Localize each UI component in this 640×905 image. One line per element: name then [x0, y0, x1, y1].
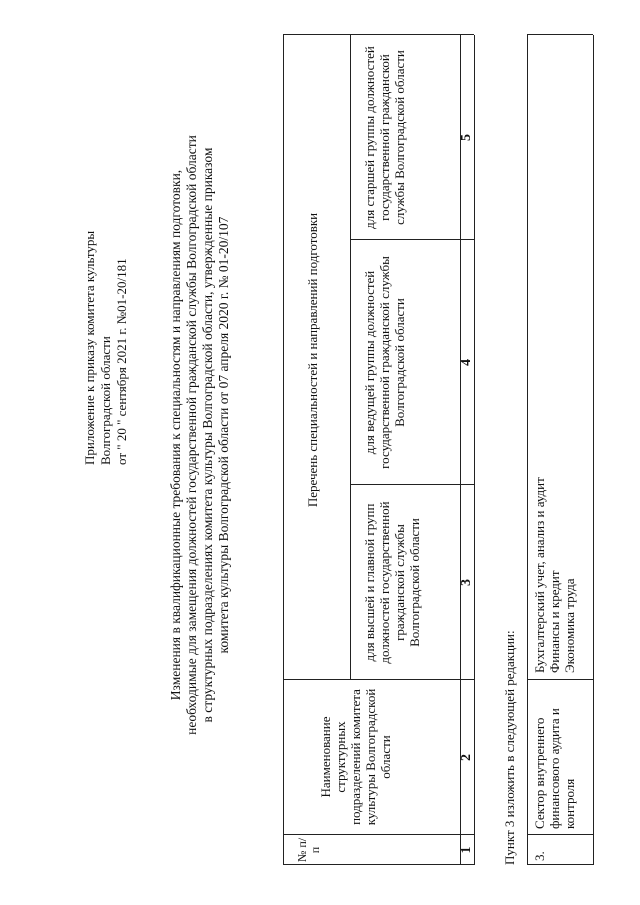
header-senior: для высшей и главной групп должностей государственной гражданской службы Волгоградской области: [362, 501, 422, 664]
item3-intro: Пункт 3 изложить в следующей редакции:: [502, 630, 517, 865]
row3-border-left: [527, 864, 593, 865]
appendix-line-2: Волгоградской области: [98, 336, 113, 465]
header-list: Перечень специальностей и направлений подготовки: [305, 212, 320, 508]
row3-specialties: [532, 273, 577, 673]
table-col-divider-2: [283, 679, 474, 680]
heading-line-4: комитета культуры Волгоградской области от 07 апреля 2020 г. № 01-20/107: [216, 216, 231, 654]
appendix-line-1: Приложение к приказу комитета культуры: [82, 230, 97, 465]
row3-num: 3.: [532, 851, 547, 861]
heading-line-3: в структурных подразделениях комитета культуры Волгоградской области, утвержденные приказом: [200, 147, 215, 723]
col-number-4: 4: [459, 359, 474, 366]
row3-divider-2: [527, 679, 593, 680]
document-heading: [168, 115, 232, 755]
table-col-divider-1: [283, 834, 474, 835]
col-number-3: 3: [459, 579, 474, 586]
col-number-2: 2: [459, 754, 474, 761]
table-border-left: [283, 864, 474, 865]
col-number-1: 1: [459, 846, 474, 854]
row3-border-right: [527, 34, 593, 35]
heading-line-1: Изменения в квалификационные требования к специальностям и направлениям подготовки,: [168, 169, 183, 701]
header-lead: для ведущей группы должностей государственной гражданской службы Волгоградской области: [362, 256, 407, 469]
table-col-divider-4: [350, 239, 474, 240]
row3-border-bottom: [593, 35, 594, 865]
row3-spec-1: Бухгалтерский учет, анализ и аудит: [532, 477, 547, 673]
table-col-divider-3: [350, 484, 474, 485]
appendix-block: [82, 205, 130, 465]
row3-name: Сектор внутреннего финансового аудита и контроля: [532, 708, 577, 829]
header-name: Наименование структурных подразделений комитета культуры Волгоградской области: [318, 688, 393, 826]
table-border-right: [283, 34, 474, 35]
row3-divider-1: [527, 834, 593, 835]
col-number-5: 5: [459, 134, 474, 141]
header-elder: для старшей группы должностей государственной гражданской службы Волгоградской области: [362, 46, 407, 229]
row3-spec-2: Финансы и кредит: [547, 570, 562, 673]
appendix-line-3: от " 20 " сентября 2021 г. №01-20/181: [114, 258, 129, 465]
heading-line-2: необходимые для замещения должностей государственной гражданской службы Волгоградской области: [184, 135, 199, 735]
table-subheader-line: [350, 35, 351, 680]
row3-border-top: [527, 35, 528, 865]
table-border-top: [283, 35, 284, 865]
row3-spec-3: Экономика труда: [562, 578, 577, 673]
header-num: № п/п: [295, 837, 322, 863]
